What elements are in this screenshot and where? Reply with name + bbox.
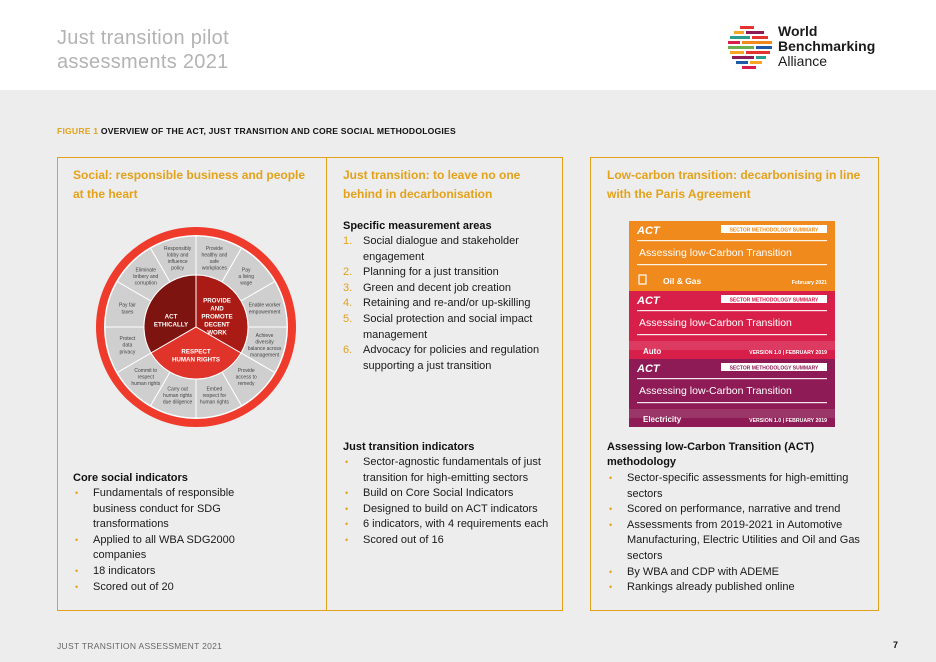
act-methodology-heading: Assessing low-Carbon Transition (ACT) methodology <box>607 441 815 468</box>
item-text: Social dialogue and stakeholder engagement <box>363 235 519 263</box>
act-cover-title: Assessing low-Carbon Transition <box>639 317 792 329</box>
list-item: • Designed to build on ACT indicators <box>343 502 553 518</box>
wheel-segment-label: Provide healthy and safe workplaces <box>201 245 228 272</box>
wba-logo <box>728 22 888 72</box>
item-number: 3. <box>343 281 353 294</box>
list-item: • Build on Core Social Indicators <box>343 486 553 502</box>
list-item <box>343 265 553 281</box>
act-cover <box>629 291 835 359</box>
list-item: • Scored on performance, narrative and trend <box>607 502 872 518</box>
list-item <box>343 296 553 312</box>
act-methodology-list <box>607 471 872 596</box>
social-heading: Social: responsible business and people at the heart <box>73 168 306 201</box>
act-cover-sector: Oil & Gas <box>663 276 702 286</box>
act-cover-tag: SECTOR METHODOLOGY SUMMARY <box>729 297 819 304</box>
list-item <box>343 312 553 343</box>
item-text: Planning for a just transition <box>363 266 499 279</box>
wheel-core-label: RESPECT HUMAN RIGHTS <box>171 348 221 364</box>
act-cover-rule <box>637 402 827 403</box>
page-number: 7 <box>893 640 899 650</box>
document-title-line1: Just transition pilot <box>57 27 229 49</box>
act-cover <box>629 221 835 291</box>
wheel-segment-label: Embed respect for human rights <box>199 386 229 406</box>
act-cover-rule <box>637 334 827 335</box>
wheel-segment-label: Pay fair taxes <box>118 302 136 316</box>
list-item: • Scored out of 16 <box>343 533 553 549</box>
act-cover-rule <box>637 264 827 265</box>
wheel-core-label: PROVIDE AND PROMOTE DECENT WORK <box>201 297 233 337</box>
just-transition-heading: Just transition: to leave no one behind in decarbonisation <box>343 168 521 201</box>
figure-number: FIGURE 1 <box>57 126 99 136</box>
act-cover-brand: ACT <box>637 225 660 237</box>
wba-logo-mark-icon <box>728 24 774 72</box>
item-number: 4. <box>343 297 353 310</box>
act-cover-brand: ACT <box>637 295 660 307</box>
list-item <box>343 281 553 297</box>
list-item <box>343 234 553 265</box>
list-item: • Sector-specific assessments for high-emitting sectors <box>607 471 872 502</box>
act-cover-sector: Auto <box>643 347 662 356</box>
figure-caption-text: OVERVIEW OF THE ACT, JUST TRANSITION AND CORE SOCIAL METHODOLOGIES <box>100 126 456 136</box>
act-report-covers <box>628 221 836 427</box>
item-text: Green and decent job creation <box>363 281 511 294</box>
core-social-indicators-list <box>73 486 273 595</box>
act-cover-rule <box>637 378 827 379</box>
list-item: • 18 indicators <box>73 564 273 580</box>
wheel-segment-label: Commit to respect human rights <box>131 367 161 388</box>
item-number: 1. <box>343 235 353 247</box>
figure-caption <box>57 126 456 136</box>
item-number: 2. <box>343 266 353 279</box>
document-title <box>57 26 229 74</box>
act-cover-brand: ACT <box>637 363 660 375</box>
just-transition-panel <box>326 157 563 611</box>
wheel-core-label: ACT ETHICALLY <box>153 313 189 329</box>
act-cover-sector: Electricity <box>643 415 682 424</box>
wheel-segment-label: Protect data privacy <box>119 336 136 356</box>
logo-line2: Benchmarking <box>778 38 876 54</box>
wba-logo-text <box>778 24 875 69</box>
social-panel <box>57 157 327 611</box>
just-transition-indicators-list <box>343 455 553 549</box>
measurement-areas-heading: Specific measurement areas <box>343 220 492 232</box>
logo-line3: Alliance <box>778 53 828 69</box>
list-item: • Assessments from 2019-2021 in Automotive Manufacturing, Electric Utilities and Oil and Gas sectors <box>607 518 872 565</box>
wheel-segment-label: Enable worker empowerment <box>248 302 281 316</box>
item-number: 6. <box>343 344 353 357</box>
act-cover-tag: SECTOR METHODOLOGY SUMMARY <box>729 365 819 372</box>
act-cover <box>629 359 835 427</box>
list-item: • Rankings already published online <box>607 580 872 596</box>
act-cover-title: Assessing low-Carbon Transition <box>639 247 792 259</box>
list-item: • Sector-agnostic fundamentals of just transition for high-emitting sectors <box>343 455 553 486</box>
wheel-segment-label: Eliminate bribery and corruption <box>133 267 159 287</box>
just-transition-indicators-heading: Just transition indicators <box>343 441 475 453</box>
social-methodology-wheel <box>96 227 296 427</box>
act-cover-date: February 2021 <box>791 280 827 286</box>
document-title-line2: assessments 2021 <box>57 51 229 73</box>
item-text: Social protection and social impact management <box>363 312 533 341</box>
list-item <box>343 343 553 374</box>
footer-title: JUST TRANSITION ASSESSMENT 2021 <box>57 641 223 651</box>
core-social-indicators-heading: Core social indicators <box>73 472 188 484</box>
wheel-segment-label: Carry out human rights due diligence <box>162 386 193 406</box>
act-cover-title: Assessing low-Carbon Transition <box>639 385 792 397</box>
list-item: • 6 indicators, with 4 requirements each <box>343 517 553 533</box>
item-text: Retaining and re-and/or up-skilling <box>363 297 531 310</box>
low-carbon-heading: Low-carbon transition: decarbonising in line with the Paris Agreement <box>607 168 861 201</box>
act-cover-rule <box>637 310 827 311</box>
page-header <box>0 0 936 90</box>
wheel-segment-label: Provide access to remedy <box>235 367 257 388</box>
act-cover-date: VERSION 1.0 | FEBRUARY 2019 <box>749 350 827 356</box>
list-item: • Scored out of 20 <box>73 580 273 596</box>
item-number: 5. <box>343 312 353 325</box>
list-item: • Fundamentals of responsible business conduct for SDG transformations <box>73 486 273 533</box>
act-cover-rule <box>637 240 827 241</box>
act-cover-date: VERSION 1.0 | FEBRUARY 2019 <box>749 418 827 424</box>
logo-line1: World <box>778 23 818 39</box>
list-item: • By WBA and CDP with ADEME <box>607 565 872 581</box>
low-carbon-panel <box>590 157 879 611</box>
list-item: • Applied to all WBA SDG2000 companies <box>73 533 273 564</box>
measurement-areas-list <box>343 234 553 374</box>
wheel-segment-label: Achieve diversity balance across management <box>247 332 282 359</box>
wheel-segment-label: Pay a living wage <box>238 267 254 287</box>
item-text: Advocacy for policies and regulation supporting a just transition <box>363 344 540 372</box>
act-cover-tag: SECTOR METHODOLOGY SUMMARY <box>729 227 819 234</box>
wheel-segment-label: Responsibly lobby and influence policy <box>163 245 192 272</box>
